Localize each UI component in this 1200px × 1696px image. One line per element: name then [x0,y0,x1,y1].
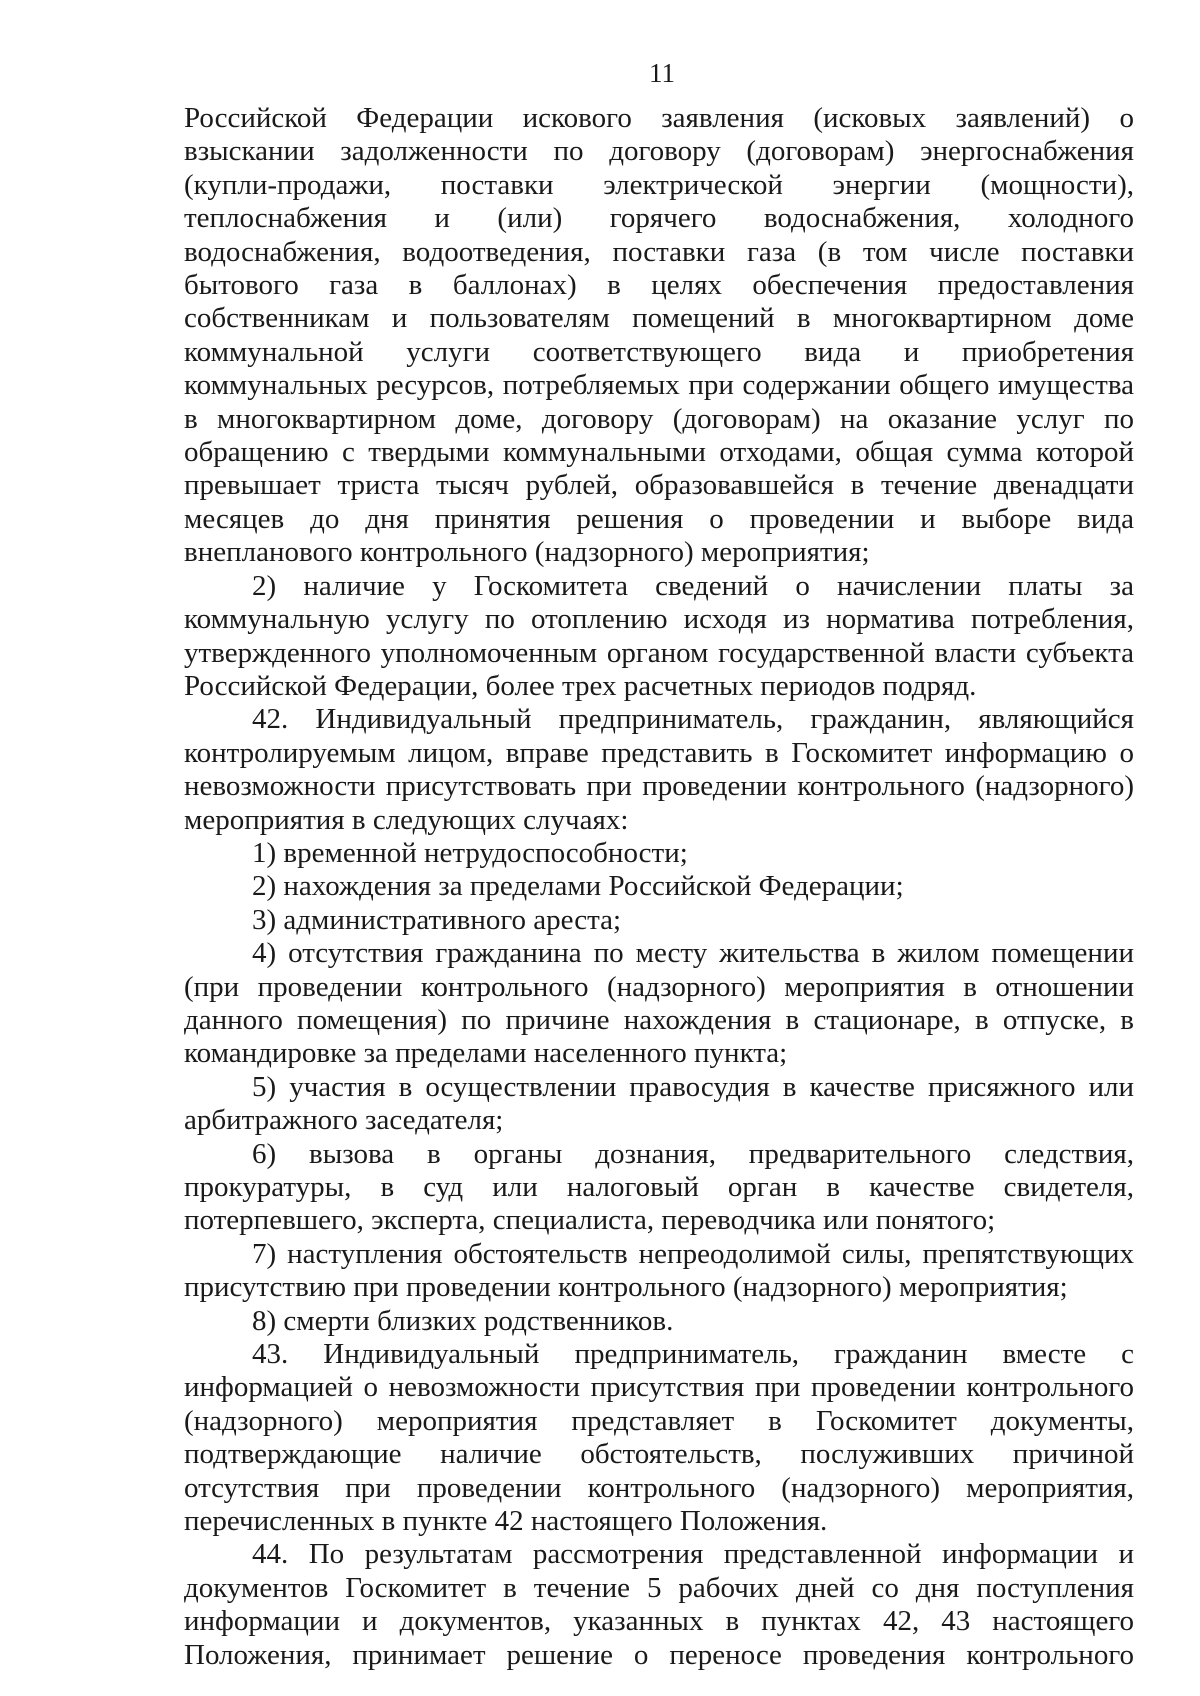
list-item-2: 2) нахождения за пределами Российской Федерации; [252,870,904,903]
list-item-8: 8) смерти близких родственников. [252,1304,674,1337]
document-body [184,102,1134,1672]
paragraph-clause-44: 44. По результатам рассмотрения представленной информации и документов Госкомитет в течение 5 рабочих дней со дня поступления информации и документов, указанных в пунктах 42, 43 настоящего Положения, принимает решение о переносе проведения контрольного [184,1538,1134,1671]
page-number: 11 [649,58,675,88]
list-item-1: 1) временной нетрудоспособности; [252,836,688,869]
paragraph-continuation: Российской Федерации искового заявления (исковых заявлений) о взыскании задолженности по договору (договорам) энергоснабжения (купли-продажи, поставки электрической энергии (мощности), теплоснабжения и (или) горячего водоснабжения, холодного водоснабжения, водоотведения, поставки газа (в том числе поставки бытового газа в баллонах) в целях обеспечения предоставления собственникам и пользователям помещений в многоквартирном доме коммунальной услуги соответствующего вида и приобретения коммунальных ресурсов, потребляемых при содержании общего имущества в многоквартирном доме, договору (договорам) на оказание услуг по обращению с твердыми коммунальными отходами, общая сумма которой превышает триста тысяч рублей, образовавшейся в течение двенадцати месяцев до дня принятия решения о проведении и выборе вида внепланового контрольного (надзорного) мероприятия; [184,102,1134,569]
paragraph-clause-43: 43. Индивидуальный предприниматель, гражданин вместе с информацией о невозможности присутствия при проведении контрольного (надзорного) мероприятия представляет в Госкомитет документы, подтверждающие наличие обстоятельств, послуживших причиной отсутствия при проведении контрольного (надзорного) мероприятия, перечисленных в пункте 42 настоящего Положения. [184,1338,1134,1538]
list-item-5: 5) участия в осуществлении правосудия в качестве присяжного или арбитражного заседателя; [184,1070,1134,1137]
list-item-6: 6) вызова в органы дознания, предварительного следствия, прокуратуры, в суд или налоговый орган в качестве свидетеля, потерпевшего, эксперта, специалиста, переводчика или понятого; [184,1137,1134,1237]
paragraph-item-2: 2) наличие у Госкомитета сведений о начислении платы за коммунальную услугу по отоплению исходя из норматива потребления, утвержденного уполномоченным органом государственной власти субъекта Российской Федерации, более трех расчетных периодов подряд. [184,569,1134,702]
list-item-3: 3) административного ареста; [252,903,622,936]
list-item-4: 4) отсутствия гражданина по месту жительства в жилом помещении (при проведении контрольного (надзорного) мероприятия в отношении данного помещения) по причине нахождения в стационаре, в отпуске, в командировке за пределами населенного пункта; [184,937,1134,1070]
list-item-7: 7) наступления обстоятельств непреодолимой силы, препятствующих присутствию при проведении контрольного (надзорного) мероприятия; [184,1237,1134,1304]
paragraph-clause-42: 42. Индивидуальный предприниматель, гражданин, являющийся контролируемым лицом, вправе представить в Госкомитет информацию о невозможности присутствовать при проведении контрольного (надзорного) мероприятия в следующих случаях: [184,703,1134,836]
